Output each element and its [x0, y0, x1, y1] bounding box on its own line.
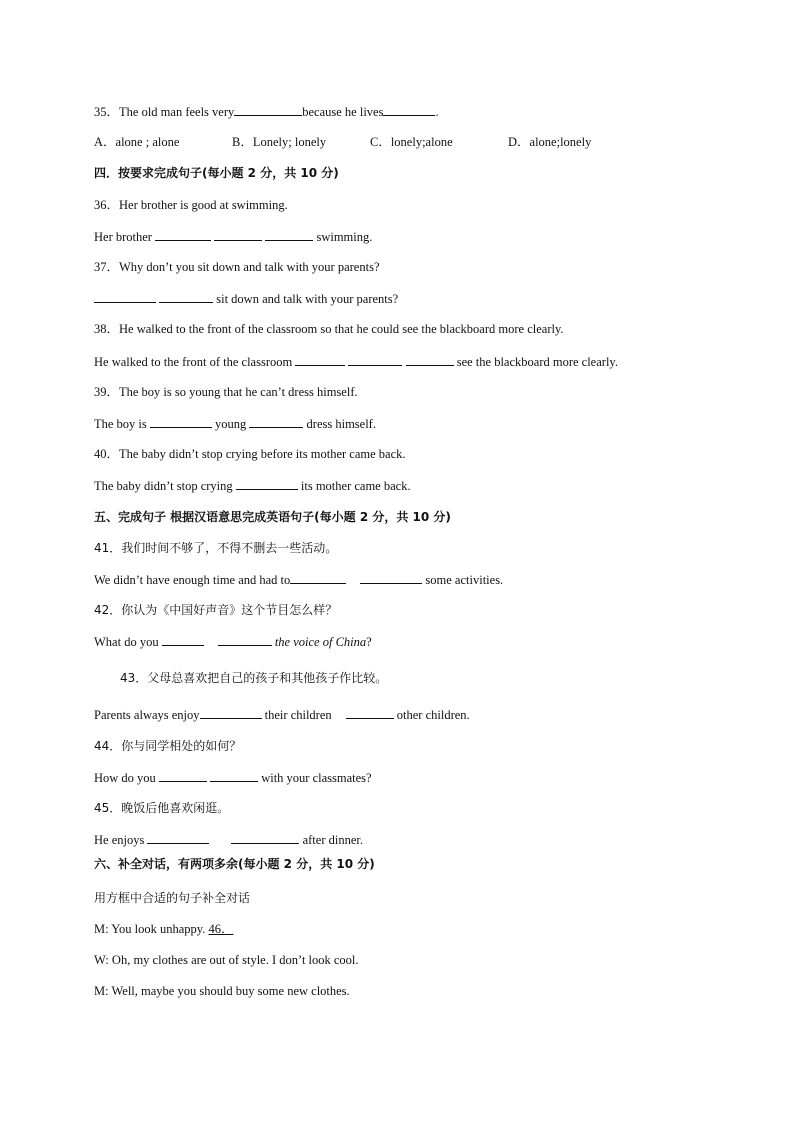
- answer-blank[interactable]: [155, 228, 211, 241]
- answer-blank[interactable]: [150, 415, 212, 428]
- answer-blank[interactable]: [234, 103, 302, 116]
- section-6-instruction: 用方框中合适的句子补全对话: [94, 891, 251, 905]
- section-6-title: 六、补全对话，有两项多余(每小题 2 分，共 10 分): [94, 857, 375, 871]
- question-44-chinese: 44．你与同学相处的如何？: [94, 739, 242, 753]
- question-35-options: [94, 134, 591, 150]
- answer-blank[interactable]: [94, 290, 156, 303]
- question-40-original: 40．The baby didn’t stop crying before its mother came back.: [94, 447, 406, 461]
- answer-blank[interactable]: [360, 571, 422, 584]
- answer-blank[interactable]: [348, 353, 402, 366]
- answer-blank[interactable]: [249, 415, 303, 428]
- answer-blank[interactable]: [210, 769, 258, 782]
- question-45-chinese: 45．晚饭后他喜欢闲逛。: [94, 801, 230, 815]
- question-43-chinese: 43．父母总喜欢把自己的孩子和其他孩子作比较。: [120, 671, 388, 685]
- question-41-chinese: 41．我们时间不够了，不得不删去一些活动。: [94, 541, 338, 555]
- answer-blank[interactable]: [159, 769, 207, 782]
- question-37-rewrite: sit down and talk with your parents?: [94, 290, 398, 307]
- section-5-title: 五、完成句子 根据汉语意思完成英语句子(每小题 2 分，共 10 分): [94, 510, 451, 524]
- answer-blank[interactable]: [159, 290, 213, 303]
- answer-blank[interactable]: [162, 633, 204, 646]
- question-38-rewrite: He walked to the front of the classroom see the blackboard more clearly.: [94, 355, 618, 369]
- dialog-line-3: M: Well, maybe you should buy some new clothes.: [94, 984, 350, 998]
- answer-blank[interactable]: [218, 633, 272, 646]
- option-c[interactable]: C．lonely;alone: [370, 135, 453, 149]
- question-number: 35．: [94, 105, 120, 119]
- answer-blank[interactable]: [231, 831, 299, 844]
- dialog-line-1: M: You look unhappy. 46．: [94, 922, 234, 936]
- answer-blank[interactable]: [214, 228, 262, 241]
- option-a[interactable]: A．alone ; alone: [94, 135, 180, 149]
- dialog-line-2: W: Oh, my clothes are out of style. I don’t look cool.: [94, 953, 359, 967]
- question-40-rewrite: The baby didn’t stop crying its mother came back.: [94, 479, 411, 493]
- question-44-answer: How do you with your classmates?: [94, 771, 372, 785]
- option-b[interactable]: B．Lonely; lonely: [232, 135, 327, 149]
- answer-blank[interactable]: [147, 831, 209, 844]
- question-45-answer: He enjoys after dinner.: [94, 833, 363, 847]
- answer-blank[interactable]: [406, 353, 454, 366]
- answer-blank[interactable]: [383, 103, 435, 116]
- question-36-original: 36．Her brother is good at swimming.: [94, 198, 288, 212]
- question-43-answer: Parents always enjoy their children other children.: [94, 708, 470, 722]
- question-38-original: 38．He walked to the front of the classroom so that he could see the blackboard more clearly.: [94, 322, 564, 336]
- question-42-chinese: 42．你认为《中国好声音》这个节目怎么样？: [94, 603, 338, 617]
- question-42-answer: What do you the voice of China?: [94, 635, 372, 649]
- question-41-answer: We didn’t have enough time and had to some activities.: [94, 573, 504, 587]
- answer-blank[interactable]: [290, 571, 346, 584]
- answer-blank[interactable]: [200, 706, 262, 719]
- answer-blank[interactable]: [346, 706, 394, 719]
- question-39-original: 39．The boy is so young that he can’t dress himself.: [94, 385, 358, 399]
- answer-blank[interactable]: [236, 477, 298, 490]
- answer-blank[interactable]: [295, 353, 345, 366]
- question-37-original: 37．Why don’t you sit down and talk with your parents?: [94, 260, 380, 274]
- question-36-rewrite: Her brother swimming.: [94, 230, 373, 244]
- dialog-blank-46[interactable]: 46．: [208, 922, 234, 936]
- question-39-rewrite: The boy is young dress himself.: [94, 417, 376, 431]
- option-d[interactable]: D．alone;lonely: [508, 135, 592, 149]
- question-35: 35．The old man feels very because he lives .: [94, 105, 439, 119]
- answer-blank[interactable]: [265, 228, 313, 241]
- section-4-title: 四．按要求完成句子(每小题 2 分，共 10 分): [94, 166, 339, 180]
